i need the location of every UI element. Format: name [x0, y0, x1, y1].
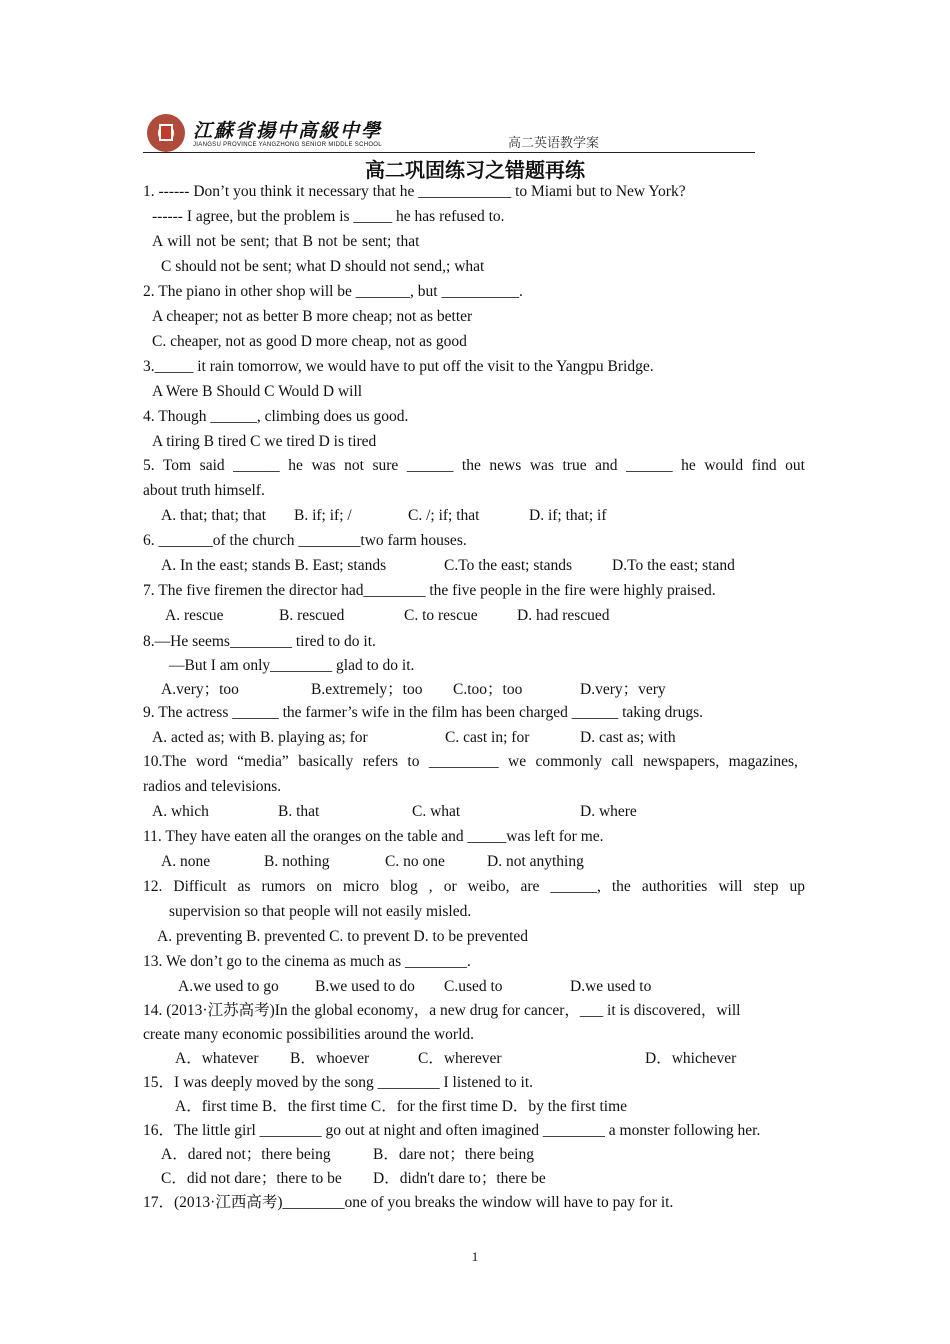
question-1-reply: ------ I agree, but the problem is _____ he has refused to.	[152, 208, 505, 225]
question-15: 15．I was deeply moved by the song ________ I listened to it.	[143, 1074, 534, 1091]
question-5-option-a: A. that; that; that	[161, 507, 267, 524]
school-name-en: JIANGSU PROVINCE YANGZHONG SENIOR MIDDLE SCHOOL	[193, 142, 382, 148]
question-10-cont: radios and televisions.	[143, 778, 282, 795]
question-1: 1. ------ Don’t you think it necessary that he ____________ to Miami but to New York?	[143, 183, 686, 200]
question-11: 11. They have eaten all the oranges on the table and _____was left for me.	[143, 828, 604, 845]
question-16-option-b: B．dare not；there being	[373, 1146, 534, 1163]
question-10-option-a: A. which	[152, 803, 209, 820]
doc-type: 高二英语教学案	[508, 136, 600, 151]
school-name-cn: 江蘇省揚中高級中學	[193, 120, 383, 142]
page-title: 高二巩固练习之错题再练	[365, 158, 585, 182]
question-2-options-ab: A cheaper; not as better B more cheap; not as better	[152, 308, 473, 325]
question-17: 17．(2013·江西高考)________one of you breaks the window will have to pay for it.	[143, 1194, 674, 1211]
question-6-option-d: D.To the east; stand	[612, 557, 735, 574]
question-8-reply: —But I am only________ glad to do it.	[169, 657, 415, 674]
question-14-option-a: A．whatever	[175, 1050, 259, 1067]
question-9-options-ab: A. acted as; with B. playing as; for	[152, 729, 368, 746]
question-9: 9. The actress ______ the farmer’s wife in the film has been charged ______ taking drugs.	[143, 704, 704, 721]
question-1-options-cd: C should not be sent; what D should not send,; what	[161, 258, 485, 275]
school-logo-icon	[147, 114, 185, 152]
question-10	[143, 752, 805, 772]
question-6-option-c: C.To the east; stands	[444, 557, 573, 574]
question-7-option-a: A. rescue	[165, 607, 224, 624]
question-14-option-c: C．wherever	[418, 1050, 502, 1067]
question-5-cont: about truth himself.	[143, 482, 265, 499]
question-12	[143, 877, 805, 897]
question-5-text: 5. Tom said ______ he was not sure ______ the news was true and ______ he would find out	[143, 457, 805, 474]
question-13-option-c: C.used to	[444, 978, 503, 995]
question-10-option-c: C. what	[412, 803, 461, 820]
question-13: 13. We don’t go to the cinema as much as ________.	[143, 953, 471, 970]
question-2-options-cd: C. cheaper, not as good D more cheap, not as good	[152, 333, 467, 350]
question-4-options: A tiring B tired C we tired D is tired	[152, 433, 377, 450]
question-5-option-c: C. /; if; that	[408, 507, 480, 524]
question-15-options: A．first time B．the first time C．for the first time D．by the first time	[175, 1098, 628, 1115]
question-8-option-a: A.very；too	[161, 681, 239, 698]
question-5-option-b: B. if; if; /	[294, 507, 352, 524]
question-16-option-c: C．did not dare；there to be	[161, 1170, 342, 1187]
page-number: 1	[471, 1249, 479, 1264]
question-16-option-d: D．didn't dare to；there be	[373, 1170, 546, 1187]
question-13-option-d: D.we used to	[570, 978, 652, 995]
question-14-option-b: B．whoever	[290, 1050, 370, 1067]
page-header	[143, 112, 755, 153]
question-8-option-c: C.too；too	[453, 681, 523, 698]
question-7-option-d: D. had rescued	[517, 607, 610, 624]
question-11-option-d: D. not anything	[487, 853, 584, 870]
question-7-option-c: C. to rescue	[404, 607, 478, 624]
question-14: 14. (2013·江苏高考)In the global economy，a new drug for cancer，___ it is discovered，will	[143, 1002, 741, 1019]
question-16: 16．The little girl ________ go out at night and often imagined ________ a monster following her.	[143, 1122, 761, 1139]
question-11-option-a: A. none	[161, 853, 211, 870]
question-10-option-d: D. where	[580, 803, 637, 820]
question-13-option-a: A.we used to go	[178, 978, 279, 995]
question-2: 2. The piano in other shop will be _______, but __________.	[143, 283, 523, 300]
question-10-option-b: B. that	[278, 803, 320, 820]
question-14-cont: create many economic possibilities around the world.	[143, 1026, 475, 1043]
question-3: 3._____ it rain tomorrow, we would have to put off the visit to the Yangpu Bridge.	[143, 358, 654, 375]
question-11-option-b: B. nothing	[264, 853, 330, 870]
question-8: 8.—He seems________ tired to do it.	[143, 633, 376, 650]
question-10-text: 10.The word “media” basically refers to _________ we commonly call newspapers, magazines,	[143, 753, 798, 770]
question-6: 6. _______of the church ________two farm houses.	[143, 532, 467, 549]
question-12-text: 12. Difficult as rumors on micro blog , or weibo, are ______, the authorities will step up	[143, 878, 805, 895]
question-9-option-c: C. cast in; for	[445, 729, 530, 746]
question-16-option-a: A．dared not；there being	[161, 1146, 331, 1163]
question-12-cont: supervision so that people will not easily misled.	[169, 903, 472, 920]
question-5	[143, 456, 805, 476]
question-8-option-b: B.extremely；too	[311, 681, 423, 698]
question-8-option-d: D.very；very	[580, 681, 666, 698]
question-14-option-d: D．whichever	[645, 1050, 737, 1067]
question-6-options-ab: A. In the east; stands B. East; stands	[161, 557, 387, 574]
question-11-option-c: C. no one	[385, 853, 445, 870]
question-3-options: A Were B Should C Would D will	[152, 383, 363, 400]
question-13-option-b: B.we used to do	[315, 978, 415, 995]
question-7: 7. The five firemen the director had________ the five people in the fire were highly praised.	[143, 582, 716, 599]
question-1-options-ab: A will not be sent; that B not be sent; that	[152, 233, 420, 250]
question-4: 4. Though ______, climbing does us good.	[143, 408, 409, 425]
question-12-options: A. preventing B. prevented C. to prevent D. to be prevented	[157, 928, 529, 945]
question-9-option-d: D. cast as; with	[580, 729, 676, 746]
question-7-option-b: B. rescued	[279, 607, 345, 624]
question-5-option-d: D. if; that; if	[529, 507, 607, 524]
